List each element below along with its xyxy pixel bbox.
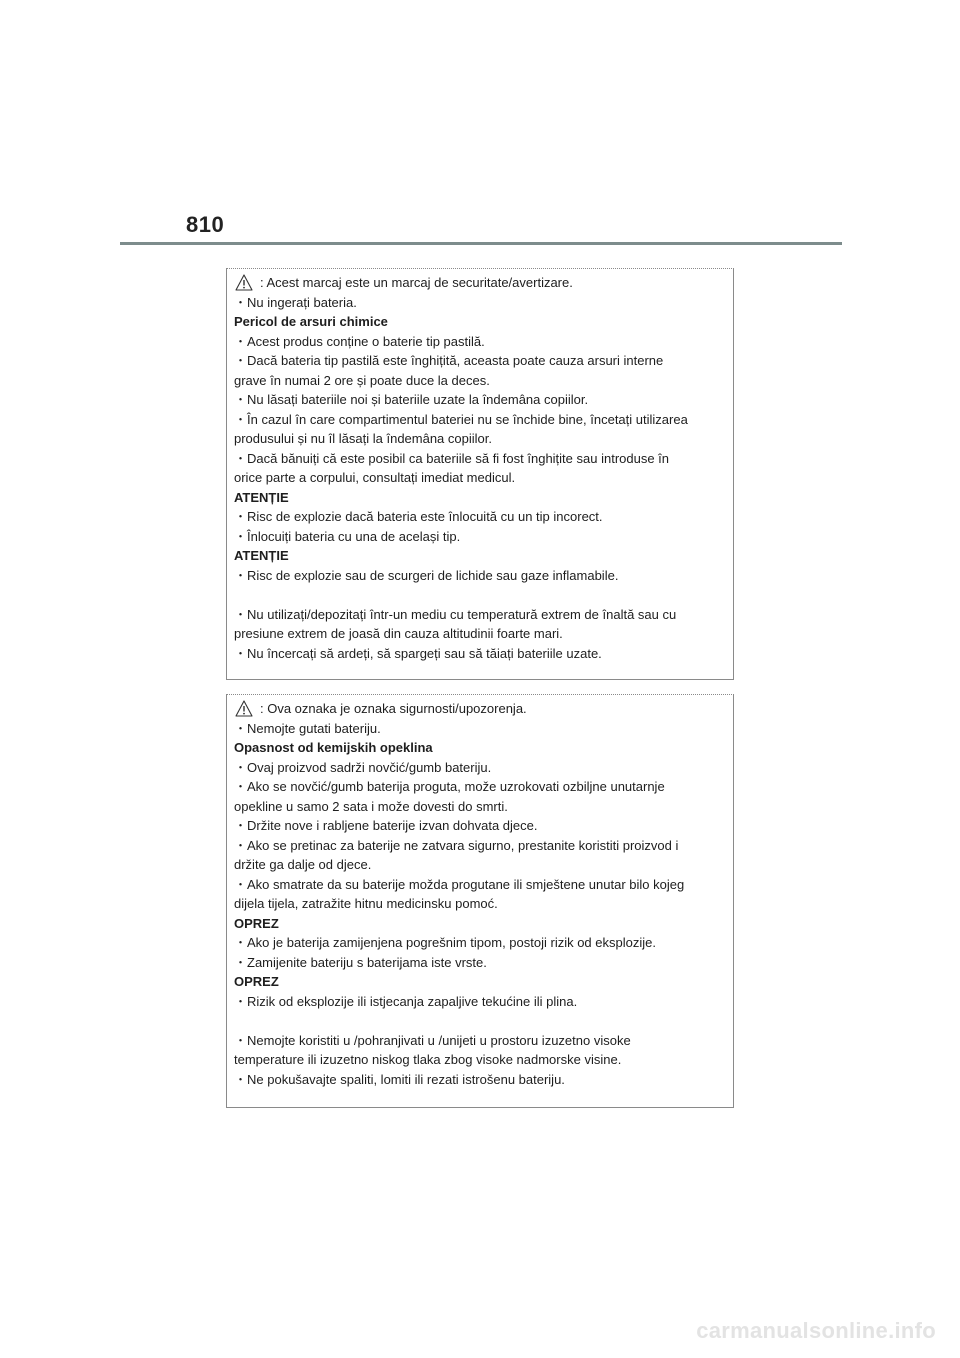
text-line: ・Rizik od eksplozije ili istjecanja zapaljive tekućine ili plina. <box>234 993 578 1009</box>
page-number: 810 <box>186 212 225 237</box>
section-heading: Pericol de arsuri chimice <box>234 314 388 329</box>
warning-triangle-icon <box>235 700 253 717</box>
text-line: ・Ne pokušavajte spaliti, lomiti ili rezati istrošenu bateriju. <box>234 1071 565 1087</box>
notice-content-romanian <box>234 273 721 663</box>
text-line: grave în numai 2 ore și poate duce la deces. <box>234 372 490 388</box>
text-line: ・Zamijenite bateriju s baterijama iste vrste. <box>234 954 487 970</box>
warning-label-text: : Acest marcaj este un marcaj de securitate/avertizare. <box>260 275 573 290</box>
text-line: ・Înlocuiți bateria cu una de același tip. <box>234 528 461 544</box>
text-line: presiune extrem de joasă din cauza altitudinii foarte mari. <box>234 626 563 641</box>
notice-box-romanian <box>226 268 734 680</box>
warning-label-text: : Ova oznaka je oznaka sigurnosti/upozorenja. <box>260 701 527 716</box>
text-line: ・Ovaj proizvod sadrži novčić/gumb bateriju. <box>234 759 492 775</box>
warning-label <box>234 273 721 293</box>
notice-box-croatian <box>226 694 734 1108</box>
text-line: ・Nu lăsați bateriile noi și bateriile uzate la îndemâna copiilor. <box>234 392 589 407</box>
text-line: ・Nemojte koristiti u /pohranjivati u /unijeti u prostoru izuzetno visoke <box>234 1032 631 1048</box>
warning-triangle-icon <box>235 274 253 291</box>
blank-line <box>234 1011 721 1031</box>
text-line: ・Nu încercați să ardeți, să spargeți sau să tăiați bateriile uzate. <box>234 645 602 661</box>
section-heading: Opasnost od kemijskih opeklina <box>234 740 433 755</box>
section-heading: OPREZ <box>234 915 279 931</box>
blank-line <box>234 585 721 605</box>
text-line: ・Nu ingerați bateria. <box>234 294 357 310</box>
text-line: ・Ako se pretinac za baterije ne zatvara sigurno, prestanite koristiti proizvod i <box>234 837 679 853</box>
text-line: ・Ako smatrate da su baterije možda progutane ili smještene unutar bilo kojeg <box>234 876 685 892</box>
text-line: produsului și nu îl lăsați la îndemâna copiilor. <box>234 431 492 446</box>
text-line: ・În cazul în care compartimentul bateriei nu se închide bine, încetați utilizarea <box>234 411 688 427</box>
text-line: ・Nemojte gutati bateriju. <box>234 720 381 736</box>
text-line: ・Risc de explozie dacă bateria este înlocuită cu un tip incorect. <box>234 509 603 524</box>
text-line: ・Ako je baterija zamijenjena pogrešnim tipom, postoji rizik od eksplozije. <box>234 935 656 950</box>
section-heading: ATENȚIE <box>234 548 289 563</box>
text-line: ・Acest produs conține o baterie tip pastilă. <box>234 333 485 349</box>
text-line: opekline u samo 2 sata i može dovesti do smrti. <box>234 798 508 814</box>
text-line: ・Držite nove i rabljene baterije izvan dohvata djece. <box>234 818 538 833</box>
notice-content-croatian <box>234 699 721 1089</box>
text-line: držite ga dalje od djece. <box>234 857 372 872</box>
text-line: ・Risc de explozie sau de scurgeri de lichide sau gaze inflamabile. <box>234 567 619 583</box>
watermark-url: carmanualsonline.info <box>696 1318 936 1343</box>
text-line: dijela tijela, zatražite hitnu medicinsku pomoć. <box>234 896 498 911</box>
text-line: ・Nu utilizați/depozitați într-un mediu cu temperatură extrem de înaltă sau cu <box>234 606 677 622</box>
text-line: temperature ili izuzetno niskog tlaka zbog visoke nadmorske visine. <box>234 1052 622 1067</box>
section-heading: OPREZ <box>234 974 279 989</box>
warning-label <box>234 699 721 719</box>
text-line: ・Ako se novčić/gumb baterija proguta, može uzrokovati ozbiljne unutarnje <box>234 779 665 794</box>
header-rule <box>120 242 842 245</box>
text-line: ・Dacă bateria tip pastilă este înghițită, aceasta poate cauza arsuri interne <box>234 353 664 368</box>
text-line: ・Dacă bănuiți că este posibil ca bateriile să fi fost înghițite sau introduse în <box>234 450 670 466</box>
text-line: orice parte a corpului, consultați imediat medicul. <box>234 470 516 485</box>
section-heading: ATENȚIE <box>234 489 289 505</box>
